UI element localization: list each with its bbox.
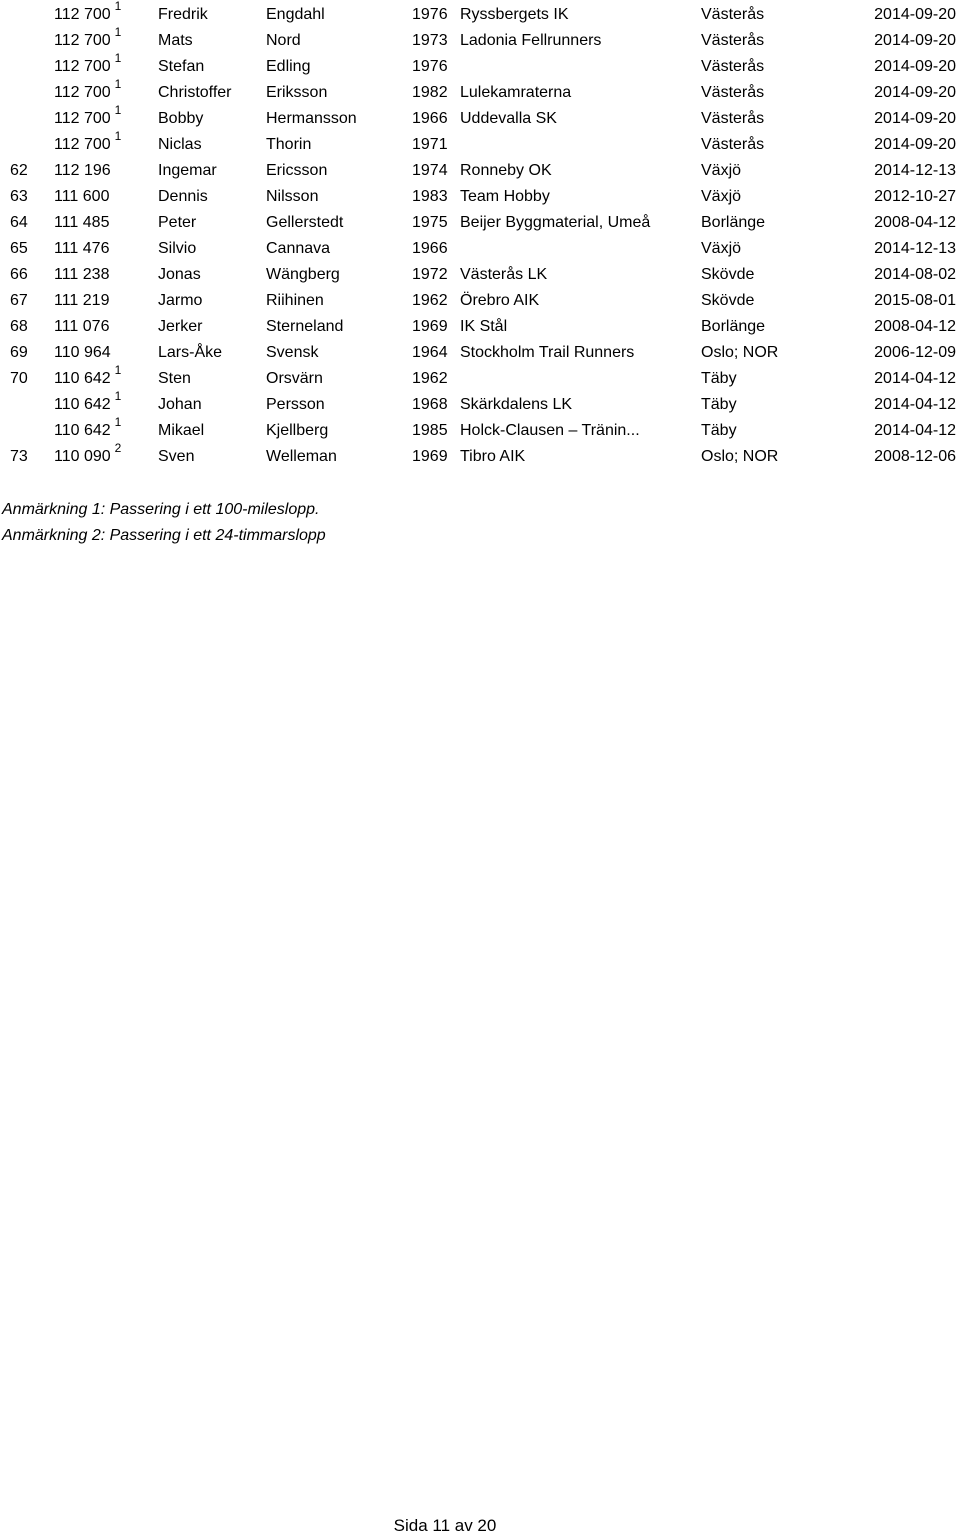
distance-cell: [54, 389, 122, 418]
club-cell-text: Skärkdalens LK: [460, 396, 573, 413]
club-cell-text: Beijer Byggmaterial, Umeå: [460, 214, 651, 231]
place-cell-text: Skövde: [701, 266, 755, 283]
birth-year-cell-text: 1975: [412, 214, 448, 231]
table-row: [0, 288, 960, 314]
birth-year-cell-text: 1971: [412, 136, 448, 153]
club-cell-text: Ladonia Fellrunners: [460, 32, 602, 49]
birth-year-cell-text: 1966: [412, 110, 448, 127]
first-name-cell-text: Bobby: [158, 110, 204, 127]
last-name-cell: [266, 288, 324, 314]
last-name-cell-text: Nilsson: [266, 188, 319, 205]
first-name-cell-text: Mats: [158, 32, 193, 49]
distance-cell-text: 110 642: [54, 422, 111, 439]
club-cell-text: Lulekamraterna: [460, 84, 572, 101]
distance-cell: [54, 441, 122, 470]
distance-cell: [54, 25, 122, 54]
last-name-cell-text: Welleman: [266, 448, 337, 465]
distance-cell: [54, 340, 115, 366]
note-1: Anmärkning 1: Passering i ett 100-mileslopp.: [2, 501, 320, 518]
birth-year-cell-text: 1969: [412, 318, 448, 335]
table-row: [0, 314, 960, 340]
club-cell-text: Ronneby OK: [460, 162, 552, 179]
rank-cell-text: 67: [10, 292, 28, 309]
first-name-cell: [158, 366, 191, 392]
footnote-marker: 1: [114, 77, 122, 91]
birth-year-cell-text: 1976: [412, 58, 448, 75]
note-2: Anmärkning 2: Passering i ett 24-timmarslopp: [2, 527, 326, 544]
club-cell-text: Uddevalla SK: [460, 110, 557, 127]
date-cell-text: 2014-12-13: [874, 240, 956, 257]
rank-cell-text: 69: [10, 344, 28, 361]
club-cell-text: IK Stål: [460, 318, 508, 335]
last-name-cell-text: Wängberg: [266, 266, 340, 283]
date-cell: [874, 340, 956, 366]
rank-cell: [10, 158, 28, 184]
club-cell-text: Team Hobby: [460, 188, 550, 205]
place-cell-text: Borlänge: [701, 318, 766, 335]
results-table: [0, 2, 960, 470]
last-name-cell: [266, 54, 310, 80]
date-cell: [874, 314, 956, 340]
birth-year-cell: [412, 184, 448, 210]
date-cell: [874, 418, 956, 444]
distance-cell-text: 111 485: [54, 214, 110, 231]
last-name-cell-text: Cannava: [266, 240, 331, 257]
date-cell-text: 2008-04-12: [874, 318, 956, 335]
rank-cell: [10, 288, 28, 314]
club-cell: [460, 158, 552, 184]
birth-year-cell-text: 1966: [412, 240, 448, 257]
table-row: [0, 129, 960, 158]
place-cell: [701, 54, 764, 80]
first-name-cell: [158, 262, 201, 288]
last-name-cell: [266, 340, 318, 366]
first-name-cell: [158, 210, 196, 236]
rank-cell: [10, 366, 28, 392]
date-cell: [874, 210, 956, 236]
distance-cell-text: 110 642: [54, 396, 111, 413]
club-cell: [460, 106, 557, 132]
place-cell: [701, 2, 764, 28]
last-name-cell: [266, 2, 325, 28]
table-row: [0, 441, 960, 470]
first-name-cell: [158, 80, 232, 106]
birth-year-cell-text: 1962: [412, 292, 448, 309]
table-row: [0, 340, 960, 366]
place-cell: [701, 236, 741, 262]
distance-cell-text: 110 090: [54, 448, 111, 465]
last-name-cell-text: Edling: [266, 58, 311, 75]
distance-cell-text: 112 700: [54, 136, 111, 153]
last-name-cell: [266, 366, 323, 392]
date-cell-text: 2006-12-09: [874, 344, 956, 361]
last-name-cell: [266, 158, 327, 184]
place-cell-text: Täby: [701, 396, 737, 413]
place-cell: [701, 80, 764, 106]
distance-cell-text: 112 196: [54, 162, 111, 179]
birth-year-cell: [412, 314, 448, 340]
date-cell-text: 2014-04-12: [874, 396, 956, 413]
rank-cell-text: 68: [10, 318, 28, 335]
birth-year-cell: [412, 158, 448, 184]
club-cell-text: Ryssbergets IK: [460, 6, 569, 23]
first-name-cell-text: Peter: [158, 214, 197, 231]
last-name-cell: [266, 314, 343, 340]
place-cell-text: Västerås: [701, 6, 765, 23]
place-cell-text: Växjö: [701, 188, 742, 205]
birth-year-cell-text: 1985: [412, 422, 448, 439]
club-cell: [460, 288, 539, 314]
last-name-cell: [266, 28, 301, 54]
date-cell: [874, 54, 956, 80]
date-cell: [874, 392, 956, 418]
place-cell-text: Växjö: [701, 162, 742, 179]
first-name-cell-text: Mikael: [158, 422, 205, 439]
footnote-marker: 1: [114, 25, 122, 39]
birth-year-cell: [412, 236, 448, 262]
place-cell: [701, 132, 764, 158]
page-number: Sida 11 av 20: [393, 1516, 497, 1535]
last-name-cell-text: Hermansson: [266, 110, 357, 127]
club-cell: [460, 340, 634, 366]
date-cell: [874, 132, 956, 158]
table-row: [0, 389, 960, 418]
distance-cell: [54, 363, 122, 392]
last-name-cell-text: Persson: [266, 396, 325, 413]
first-name-cell: [158, 54, 204, 80]
table-row: [0, 415, 960, 444]
birth-year-cell: [412, 132, 448, 158]
date-cell: [874, 184, 956, 210]
table-row: [0, 77, 960, 106]
first-name-cell-text: Fredrik: [158, 6, 208, 23]
place-cell: [701, 158, 741, 184]
birth-year-cell-text: 1968: [412, 396, 448, 413]
birth-year-cell-text: 1972: [412, 266, 448, 283]
place-cell-text: Västerås: [701, 32, 765, 49]
last-name-cell: [266, 210, 343, 236]
date-cell: [874, 366, 956, 392]
last-name-cell: [266, 392, 325, 418]
date-cell: [874, 28, 956, 54]
birth-year-cell-text: 1974: [412, 162, 448, 179]
place-cell: [701, 262, 754, 288]
first-name-cell: [158, 444, 194, 470]
birth-year-cell: [412, 340, 448, 366]
first-name-cell-text: Jerker: [158, 318, 203, 335]
table-row: [0, 236, 960, 262]
date-cell: [874, 288, 956, 314]
first-name-cell-text: Lars-Åke: [158, 344, 223, 361]
rank-cell: [10, 210, 28, 236]
date-cell-text: 2008-12-06: [874, 448, 956, 465]
distance-cell: [54, 415, 122, 444]
footnote-marker: 1: [114, 51, 122, 65]
distance-cell: [54, 314, 113, 340]
place-cell: [701, 444, 778, 470]
place-cell: [701, 392, 737, 418]
date-cell-text: 2014-09-20: [874, 6, 956, 23]
club-cell-text: Örebro AIK: [460, 292, 540, 309]
distance-cell-text: 111 238: [54, 266, 110, 283]
distance-cell: [54, 103, 122, 132]
date-cell: [874, 106, 956, 132]
club-cell-text: Stockholm Trail Runners: [460, 344, 635, 361]
first-name-cell: [158, 132, 202, 158]
date-cell: [874, 262, 956, 288]
date-cell-text: 2015-08-01: [874, 292, 956, 309]
table-row: [0, 103, 960, 132]
last-name-cell: [266, 106, 357, 132]
rank-cell: [10, 340, 28, 366]
last-name-cell-text: Engdahl: [266, 6, 325, 23]
last-name-cell-text: Thorin: [266, 136, 312, 153]
distance-cell: [54, 129, 122, 158]
last-name-cell-text: Eriksson: [266, 84, 328, 101]
distance-cell-text: 111 076: [54, 318, 110, 335]
table-row: [0, 25, 960, 54]
last-name-cell-text: Orsvärn: [266, 370, 323, 387]
date-cell: [874, 80, 956, 106]
last-name-cell: [266, 184, 318, 210]
first-name-cell: [158, 418, 204, 444]
birth-year-cell: [412, 54, 448, 80]
birth-year-cell-text: 1973: [412, 32, 448, 49]
distance-cell: [54, 262, 113, 288]
place-cell-text: Täby: [701, 370, 737, 387]
table-row: [0, 363, 960, 392]
birth-year-cell: [412, 262, 448, 288]
last-name-cell-text: Sterneland: [266, 318, 344, 335]
distance-cell: [54, 77, 122, 106]
first-name-cell: [158, 236, 196, 262]
birth-year-cell: [412, 444, 448, 470]
date-cell-text: 2014-04-12: [874, 422, 956, 439]
distance-cell-text: 112 700: [54, 32, 111, 49]
date-cell-text: 2014-09-20: [874, 84, 956, 101]
first-name-cell-text: Jonas: [158, 266, 201, 283]
distance-cell: [54, 158, 115, 184]
footnote-marker: 1: [114, 363, 122, 377]
distance-cell: [54, 51, 122, 80]
rank-cell: [10, 236, 28, 262]
place-cell: [701, 28, 764, 54]
birth-year-cell: [412, 2, 448, 28]
place-cell-text: Täby: [701, 422, 737, 439]
first-name-cell-text: Silvio: [158, 240, 197, 257]
club-cell: [460, 314, 507, 340]
date-cell: [874, 158, 956, 184]
club-cell: [460, 392, 572, 418]
distance-cell-text: 112 700: [54, 6, 111, 23]
date-cell-text: 2012-10-27: [874, 188, 956, 205]
distance-cell-text: 110 642: [54, 370, 111, 387]
footnote-marker: 2: [114, 441, 122, 455]
rank-cell-text: 65: [10, 240, 28, 257]
date-cell-text: 2014-04-12: [874, 370, 956, 387]
place-cell-text: Oslo; NOR: [701, 448, 779, 465]
distance-cell: [54, 236, 113, 262]
footnote-marker: 1: [114, 129, 122, 143]
place-cell: [701, 288, 754, 314]
first-name-cell-text: Christoffer: [158, 84, 232, 101]
rank-cell-text: 63: [10, 188, 28, 205]
club-cell: [460, 184, 550, 210]
club-cell-text: Västerås LK: [460, 266, 548, 283]
date-cell: [874, 236, 956, 262]
club-cell-text: Tibro AIK: [460, 448, 526, 465]
rank-cell: [10, 184, 28, 210]
distance-cell-text: 112 700: [54, 58, 111, 75]
first-name-cell-text: Niclas: [158, 136, 202, 153]
place-cell-text: Västerås: [701, 58, 765, 75]
rank-cell-text: 70: [10, 370, 28, 387]
footnote-marker: 1: [114, 103, 122, 117]
table-row: [0, 210, 960, 236]
distance-cell: [54, 184, 113, 210]
rank-cell-text: 66: [10, 266, 28, 283]
table-row: [0, 262, 960, 288]
distance-cell-text: 112 700: [54, 84, 111, 101]
place-cell: [701, 184, 741, 210]
first-name-cell-text: Sten: [158, 370, 191, 387]
club-cell: [460, 210, 650, 236]
birth-year-cell-text: 1964: [412, 344, 448, 361]
birth-year-cell-text: 1982: [412, 84, 448, 101]
footnote-marker: 1: [114, 389, 122, 403]
place-cell: [701, 106, 764, 132]
first-name-cell: [158, 158, 217, 184]
club-cell: [460, 418, 640, 444]
rank-cell-text: 64: [10, 214, 28, 231]
place-cell-text: Västerås: [701, 110, 765, 127]
date-cell-text: 2014-09-20: [874, 136, 956, 153]
last-name-cell-text: Gellerstedt: [266, 214, 344, 231]
place-cell-text: Västerås: [701, 84, 765, 101]
birth-year-cell: [412, 28, 448, 54]
distance-cell-text: 111 600: [54, 188, 110, 205]
club-cell-text: Holck-Clausen – Tränin...: [460, 422, 640, 439]
first-name-cell: [158, 340, 222, 366]
date-cell-text: 2014-09-20: [874, 110, 956, 127]
last-name-cell: [266, 236, 330, 262]
birth-year-cell-text: 1962: [412, 370, 448, 387]
first-name-cell-text: Dennis: [158, 188, 208, 205]
last-name-cell-text: Nord: [266, 32, 301, 49]
place-cell: [701, 340, 778, 366]
rank-cell: [10, 314, 28, 340]
birth-year-cell: [412, 366, 448, 392]
last-name-cell: [266, 80, 327, 106]
place-cell: [701, 418, 737, 444]
place-cell: [701, 366, 737, 392]
club-cell: [460, 28, 601, 54]
rank-cell: [10, 444, 28, 470]
place-cell-text: Oslo; NOR: [701, 344, 779, 361]
last-name-cell: [266, 262, 340, 288]
last-name-cell-text: Svensk: [266, 344, 319, 361]
table-row: [0, 184, 960, 210]
last-name-cell-text: Kjellberg: [266, 422, 329, 439]
birth-year-cell-text: 1976: [412, 6, 448, 23]
first-name-cell: [158, 28, 193, 54]
last-name-cell-text: Riihinen: [266, 292, 324, 309]
last-name-cell: [266, 132, 311, 158]
date-cell: [874, 444, 956, 470]
birth-year-cell: [412, 288, 448, 314]
birth-year-cell: [412, 80, 448, 106]
footnote-marker: 1: [114, 415, 122, 429]
distance-cell-text: 110 964: [54, 344, 111, 361]
first-name-cell: [158, 184, 208, 210]
club-cell: [460, 262, 547, 288]
first-name-cell-text: Jarmo: [158, 292, 203, 309]
place-cell: [701, 210, 765, 236]
first-name-cell-text: Ingemar: [158, 162, 217, 179]
first-name-cell-text: Sven: [158, 448, 195, 465]
rank-cell-text: 62: [10, 162, 28, 179]
first-name-cell: [158, 106, 203, 132]
club-cell: [460, 2, 568, 28]
footnote-marker: 1: [114, 0, 122, 13]
table-row: [0, 158, 960, 184]
date-cell-text: 2014-08-02: [874, 266, 956, 283]
date-cell-text: 2014-12-13: [874, 162, 956, 179]
rank-cell: [10, 262, 28, 288]
table-row: [0, 2, 960, 28]
first-name-cell-text: Stefan: [158, 58, 205, 75]
distance-cell-text: 112 700: [54, 110, 111, 127]
distance-cell: [54, 288, 113, 314]
distance-cell: [54, 210, 113, 236]
first-name-cell: [158, 288, 202, 314]
first-name-cell: [158, 392, 202, 418]
date-cell: [874, 2, 956, 28]
date-cell-text: 2014-09-20: [874, 58, 956, 75]
notes-section: [2, 497, 326, 549]
birth-year-cell: [412, 106, 448, 132]
date-cell-text: 2008-04-12: [874, 214, 956, 231]
distance-cell-text: 111 476: [54, 240, 110, 257]
birth-year-cell: [412, 418, 448, 444]
last-name-cell: [266, 444, 337, 470]
birth-year-cell: [412, 210, 448, 236]
place-cell-text: Växjö: [701, 240, 742, 257]
club-cell: [460, 444, 525, 470]
place-cell-text: Skövde: [701, 292, 755, 309]
first-name-cell: [158, 2, 208, 28]
first-name-cell: [158, 314, 202, 340]
place-cell: [701, 314, 765, 340]
distance-cell: [54, 2, 121, 28]
date-cell-text: 2014-09-20: [874, 32, 956, 49]
table-row: [0, 51, 960, 80]
last-name-cell: [266, 418, 328, 444]
place-cell-text: Västerås: [701, 136, 765, 153]
birth-year-cell-text: 1983: [412, 188, 448, 205]
rank-cell-text: 73: [10, 448, 28, 465]
club-cell: [460, 80, 571, 106]
distance-cell-text: 111 219: [54, 292, 110, 309]
birth-year-cell: [412, 392, 448, 418]
birth-year-cell-text: 1969: [412, 448, 448, 465]
last-name-cell-text: Ericsson: [266, 162, 328, 179]
first-name-cell-text: Johan: [158, 396, 202, 413]
place-cell-text: Borlänge: [701, 214, 766, 231]
